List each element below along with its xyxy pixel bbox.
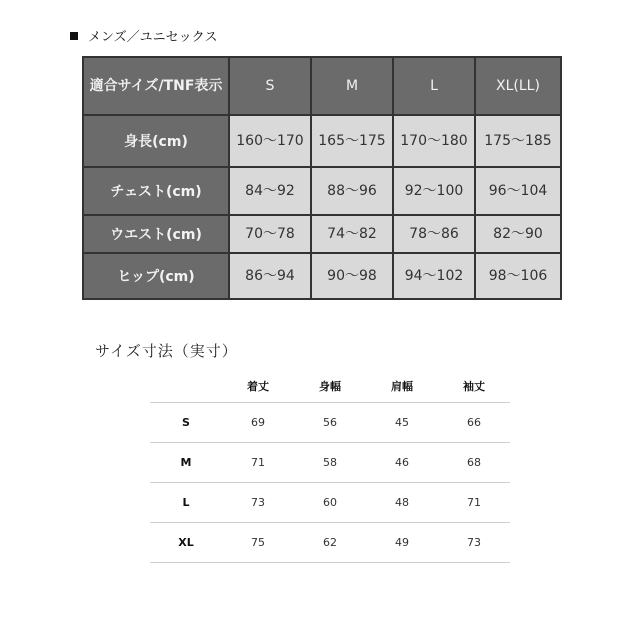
size-chart-row-waist	[83, 215, 561, 253]
hip-m: 90〜98	[311, 253, 393, 299]
l-sleeve-length: 71	[438, 483, 510, 523]
section-heading	[70, 26, 217, 45]
size-header-m: M	[311, 57, 393, 115]
m-length: 71	[222, 443, 294, 483]
l-length: 73	[222, 483, 294, 523]
s-body-width: 56	[294, 403, 366, 443]
m-shoulder-width: 46	[366, 443, 438, 483]
s-shoulder-width: 45	[366, 403, 438, 443]
header-shoulder-width: 肩幅	[391, 380, 413, 393]
height-m: 165〜175	[311, 115, 393, 167]
square-bullet-icon	[70, 32, 78, 40]
waist-m: 74〜82	[311, 215, 393, 253]
s-length: 69	[222, 403, 294, 443]
xl-length: 75	[222, 523, 294, 563]
l-shoulder-width: 48	[366, 483, 438, 523]
row-size-s: S	[150, 403, 222, 443]
xl-shoulder-width: 49	[366, 523, 438, 563]
hip-s: 86〜94	[229, 253, 311, 299]
header-sleeve-length: 袖丈	[463, 380, 485, 393]
size-header-l: L	[393, 57, 475, 115]
size-chart-row-chest	[83, 167, 561, 215]
header-body-width: 身幅	[319, 380, 341, 393]
section-heading-text: メンズ／ユニセックス	[88, 30, 218, 45]
waist-s: 70〜78	[229, 215, 311, 253]
size-header-s: S	[229, 57, 311, 115]
m-body-width: 58	[294, 443, 366, 483]
measurement-header-blank	[150, 370, 222, 403]
row-label-height: 身長(cm)	[83, 115, 229, 167]
measurement-table	[150, 370, 510, 563]
waist-l: 78〜86	[393, 215, 475, 253]
s-sleeve-length: 66	[438, 403, 510, 443]
size-chart-corner-label: 適合サイズ/TNF表示	[83, 57, 229, 115]
size-chart-row-height	[83, 115, 561, 167]
size-header-xl: XL(LL)	[475, 57, 561, 115]
waist-xl: 82〜90	[475, 215, 561, 253]
row-size-xl: XL	[150, 523, 222, 563]
row-size-l: L	[150, 483, 222, 523]
xl-body-width: 62	[294, 523, 366, 563]
table-row	[150, 443, 510, 483]
height-l: 170〜180	[393, 115, 475, 167]
m-sleeve-length: 68	[438, 443, 510, 483]
l-body-width: 60	[294, 483, 366, 523]
table-row	[150, 483, 510, 523]
size-chart-row-hip	[83, 253, 561, 299]
table-row	[150, 523, 510, 563]
xl-sleeve-length: 73	[438, 523, 510, 563]
height-xl: 175〜185	[475, 115, 561, 167]
hip-l: 94〜102	[393, 253, 475, 299]
chest-xl: 96〜104	[475, 167, 561, 215]
chest-l: 92〜100	[393, 167, 475, 215]
header-length: 着丈	[247, 380, 269, 393]
row-label-waist: ウエスト(cm)	[83, 215, 229, 253]
row-label-hip: ヒップ(cm)	[83, 253, 229, 299]
height-s: 160〜170	[229, 115, 311, 167]
hip-xl: 98〜106	[475, 253, 561, 299]
size-chart-header-row	[83, 57, 561, 115]
chest-m: 88〜96	[311, 167, 393, 215]
row-size-m: M	[150, 443, 222, 483]
table-row	[150, 403, 510, 443]
row-label-chest: チェスト(cm)	[83, 167, 229, 215]
chest-s: 84〜92	[229, 167, 311, 215]
measurement-title: サイズ寸法（実寸）	[95, 342, 238, 360]
size-chart-table	[82, 56, 562, 300]
measurement-header-row	[150, 370, 510, 403]
